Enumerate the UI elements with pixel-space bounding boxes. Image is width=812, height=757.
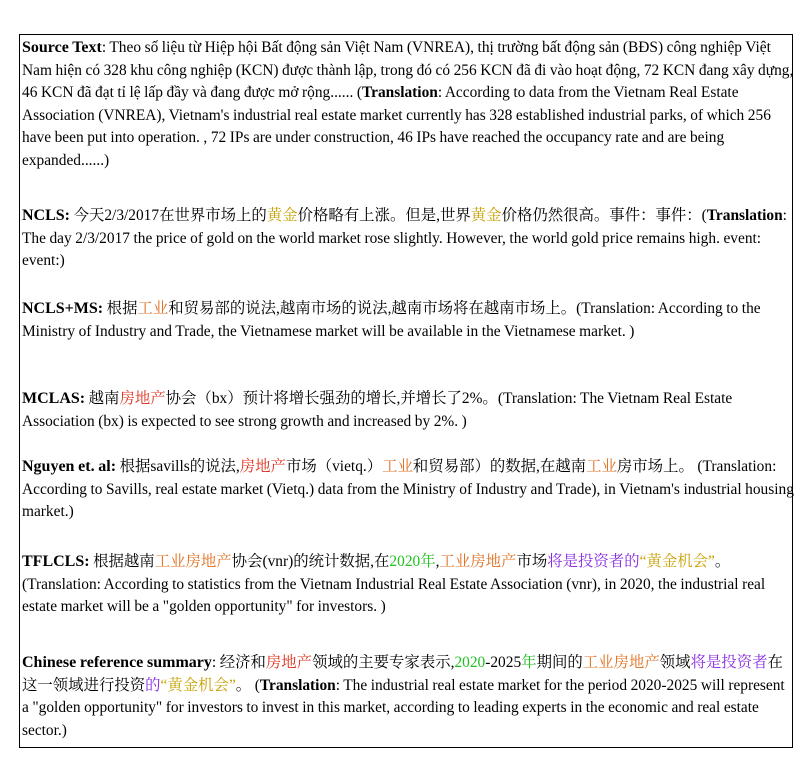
summary-segment-plain: 领域的主要专家表示, [312,654,455,671]
summary-segment-orange: 工业房地产 [582,654,660,671]
summary-segment-red: 房地产 [119,390,166,407]
summary-segment-orange: 工业房地产 [154,553,232,570]
nguyen-block [22,456,794,524]
summary-segment-plain: 根据 [103,300,138,317]
summary-segment-gold: 黄金 [470,207,502,224]
source-trans-text: : According to data from the Vietnam Real Estate Association (VNREA), Vietnam's industrial real estate market currently has 328 established industrial parks, of which 256 have been put into operation. , 72 IPs are under construction, 46 IPs have reached the occupancy rate and are being expanded......) [22,84,771,169]
summary-segment-plain: 和贸易部的说法,越南市场的说法,越南市场将在越南市场上。 [168,300,577,317]
source-text-body: Theo số liệu từ Hiệp hội Bất động sản Việt Nam (VNREA), thị trường bất động sản (BĐS) công nghiệp Việt Nam hiện có 328 khu công nghiệp (KCN) được thành lập, trong đó có 256 KCN đã đi vào hoạt động, 72 KCN đang xây dựng, 46 KCN đã đạt tỉ lệ lấp đầy và đang được mở rộng...... [22,39,794,101]
summary-segment-orange: 工业 [586,458,617,475]
summary-segment-plain: , [435,553,440,570]
summary-segment-plain: 领域 [659,654,691,671]
mclas-trans-text: (Translation: The Vietnam Real Estate Association (bx) is expected to see strong growth and increased by 2%. ) [22,390,733,430]
source-text-sep: : [101,39,110,56]
summary-segment-red: 房地产 [265,654,313,671]
reference-trans-text: : The industrial real estate market for the period 2020-2025 will represent a "golden opportunity" for investors to invest in this market, according to leading experts in the economic and real estate sector.) [22,676,785,739]
summary-segment-plain: 根据savills的说法, [116,458,240,475]
summary-segment-gold: 黄金 [266,207,298,224]
summary-segment-orange: 工业 [137,300,169,317]
summary-segment-green: 2020 [454,654,486,671]
reference-sep: : [211,654,220,671]
summary-segment-purple: 将是投资者的 [547,553,640,570]
ncls-block [22,205,794,273]
mclas-label: MCLAS: [22,390,86,407]
summary-segment-plain: 。 [714,553,731,570]
summary-segment-plain: 房市场上。 [616,458,698,475]
nguyen-label: Nguyen et. al: [22,458,117,475]
ncls-ms-block [22,298,794,343]
summary-segment-purple: 将是投资者 [690,654,768,671]
tflcls-block [22,551,794,619]
source-trans-label: Translation [362,84,438,101]
source-text-label: Source Text [22,39,102,56]
summary-segment-plain: 价格仍然很高。事件：事件： [501,207,702,224]
ncls-summary [70,207,702,224]
tflcls-trans-text: (Translation: According to statistics from the Vietnam Industrial Real Estate Association (vnr), in 2020, the industrial real estate market will be a "golden opportunity" for investors. ) [22,575,766,615]
source-trans-open: ( [353,84,363,101]
tflcls-summary [90,553,731,570]
ncls-ms-trans-text: (Translation: According to the Ministry of Industry and Trade, the Vietnamese market will be available in the Vietnamese market. ) [22,300,761,340]
summary-segment-plain: 期间的 [536,654,583,671]
summary-segment-plain: 市场 [516,553,548,570]
reference-trans-open: ( [254,676,260,694]
summary-segment-red: 房地产 [239,458,286,475]
ncls-trans-label: Translation [706,207,783,224]
summary-segment-plain: 市场（vietq.） [285,458,383,475]
summary-segment-plain: 价格略有上涨。但是,世界 [297,207,471,224]
summary-segment-purple: 的 [145,676,161,694]
summary-segment-green: 2020年 [389,553,436,570]
summary-segment-plain: 协会（bx）预计将增长强劲的增长,并增长了2%。 [165,390,498,407]
summary-segment-plain: 经济和 [219,654,266,671]
reference-label: Chinese reference summary [22,654,212,671]
summary-segment-plain: 越南 [85,390,120,407]
summary-segment-orange: 工业 [382,458,413,475]
nguyen-summary [116,458,697,475]
reference-block [22,652,794,742]
source-text-block [22,37,794,172]
summary-segment-green: 年 [521,654,537,671]
summary-segment-gold: “黄金机会” [639,553,715,570]
ncls-ms-label: NCLS+MS: [22,300,104,317]
summary-segment-gold: “黄金机会” [160,676,236,694]
summary-segment-orange: 工业房地产 [439,553,517,570]
summary-segment-plain: 根据越南 [89,553,155,570]
mclas-block [22,388,794,433]
summary-segment-plain: -2025 [485,654,522,671]
summary-segment-plain: 今天2/3/2017在世界市场上的 [70,207,267,224]
ncls-trans-text: : The day 2/3/2017 the price of gold on the world market rose slightly. However, the world gold price remains high. event: event:) [22,207,787,269]
tflcls-label: TFLCLS: [22,553,90,570]
ncls-label: NCLS: [22,207,71,224]
summary-segment-plain: 。 [235,676,255,694]
mclas-summary [85,390,498,407]
ncls-ms-summary [103,300,576,317]
summary-segment-plain: 在这一领域进行投资 [22,654,783,694]
summary-segment-plain: 和贸易部）的数据,在越南 [412,458,587,475]
nguyen-trans-text: (Translation: According to Savills, real estate market (Vietq.) data from the Ministry of Industry and Trade), in Vietnam's industrial housing market.) [22,458,794,520]
ncls-trans-open: ( [701,207,707,224]
reference-trans-label: Translation [259,676,336,694]
summary-segment-plain: 协会(vnr)的统计数据,在 [231,553,390,570]
